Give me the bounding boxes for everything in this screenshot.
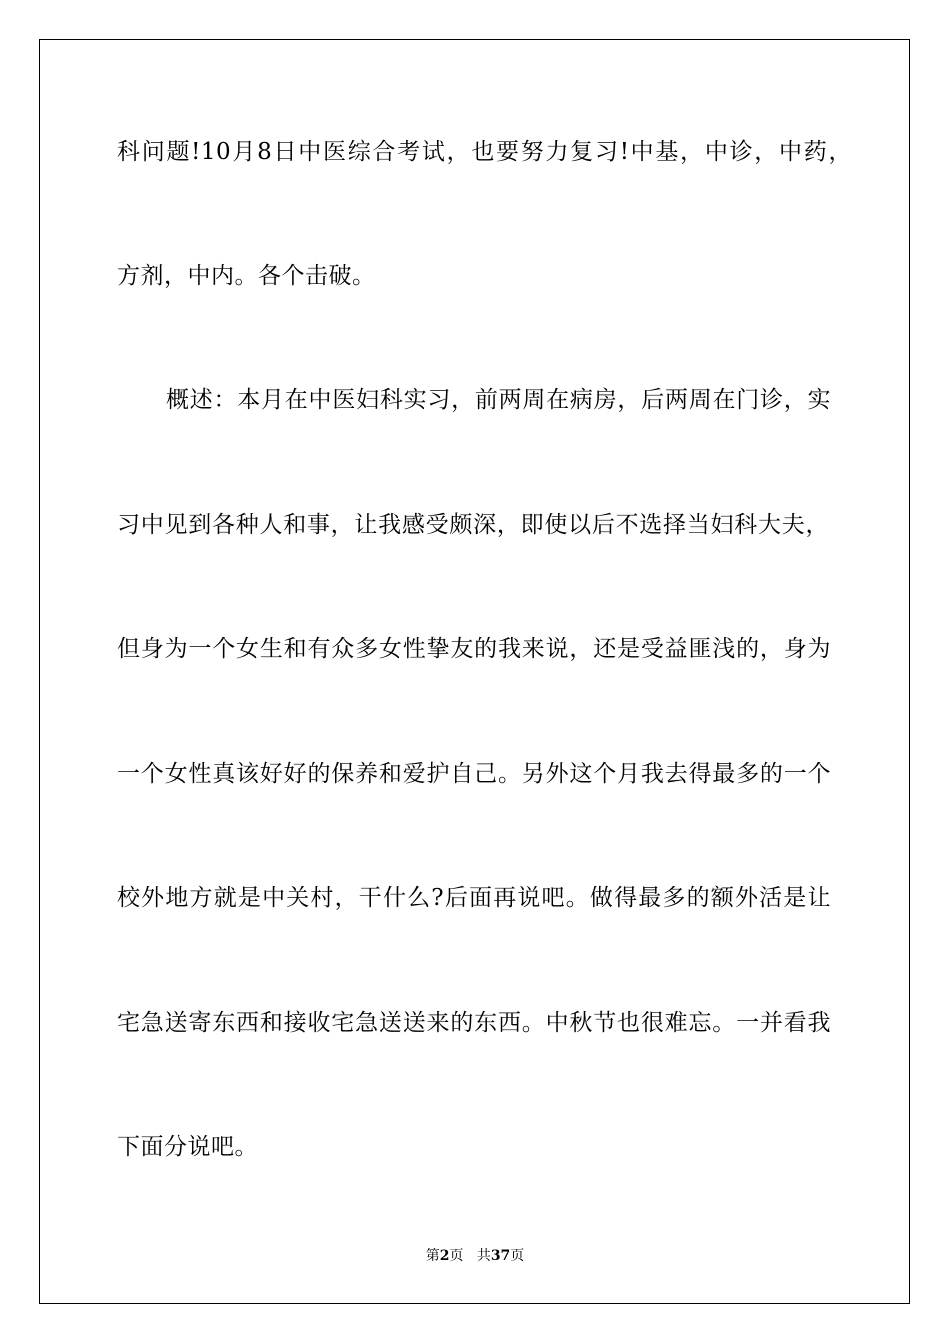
body-line-9: 下面分说吧。 [117, 1134, 258, 1160]
body-line-6: 一个女性真该好好的保养和爱护自己。另外这个月我去得最多的一个 [117, 761, 831, 787]
footer-page-number: 2 [439, 1248, 450, 1264]
body-line-7: 校外地方就是中关村，干什么?后面再说吧。做得最多的额外活是让 [117, 885, 831, 911]
body-line-8: 宅急送寄东西和接收宅急送送来的东西。中秋节也很难忘。一并看我 [117, 1010, 831, 1036]
page-border [39, 39, 910, 1304]
body-line-1: 科问题!10月8日中医综合考试，也要努力复习!中基，中诊，中药， [117, 139, 852, 165]
body-line-4: 习中见到各种人和事，让我感受颇深，即使以后不选择当妇科大夫， [117, 512, 829, 538]
body-line-3: 概述：本月在中医妇科实习，前两周在病房，后两周在门诊，实 [166, 387, 831, 413]
footer-page-suffix: 页 [449, 1248, 464, 1264]
body-line-2: 方剂，中内。各个击破。 [117, 263, 376, 289]
footer-total-prefix: 共 [476, 1248, 491, 1264]
footer-page-prefix: 第 [425, 1248, 440, 1264]
footer-total-pages: 37 [490, 1248, 511, 1264]
body-line-5: 但身为一个女生和有众多女性挚友的我来说，还是受益匪浅的，身为 [117, 636, 831, 662]
page-footer [0, 1247, 950, 1265]
footer-total-suffix: 页 [510, 1248, 525, 1264]
